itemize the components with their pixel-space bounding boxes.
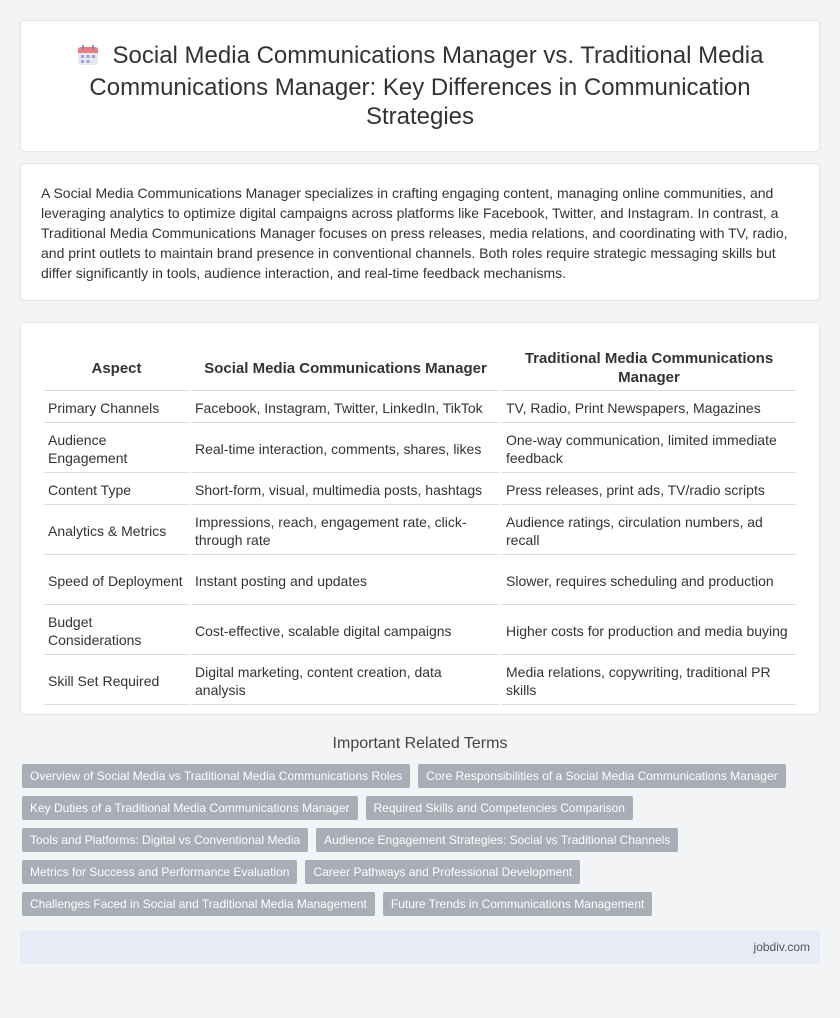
related-term-tag[interactable]: Core Responsibilities of a Social Media Communications Manager: [418, 764, 786, 788]
table-row: [44, 507, 796, 555]
related-term-tag[interactable]: Key Duties of a Traditional Media Communications Manager: [22, 796, 358, 820]
page-title: [61, 41, 779, 131]
related-term-tag[interactable]: Audience Engagement Strategies: Social vs Traditional Channels: [316, 828, 678, 852]
table-cell: Real-time interaction, comments, shares, likes: [191, 425, 500, 473]
calendar-icon: [77, 44, 99, 73]
related-term-tag[interactable]: Challenges Faced in Social and Traditional Media Management: [22, 892, 375, 916]
footer: [20, 930, 820, 964]
table-cell: Skill Set Required: [44, 657, 189, 705]
page-title-text: Social Media Communications Manager vs. Traditional Media Communications Manager: Key Differences in Communication Strategies: [89, 42, 764, 130]
table-cell: Facebook, Instagram, Twitter, LinkedIn, TikTok: [191, 393, 500, 423]
table-cell: One-way communication, limited immediate feedback: [502, 425, 796, 473]
related-term-tag[interactable]: Overview of Social Media vs Traditional Media Communications Roles: [22, 764, 410, 788]
table-header: Traditional Media Communications Manager: [502, 345, 796, 391]
table-cell: Digital marketing, content creation, data analysis: [191, 657, 500, 705]
table-cell: Instant posting and updates: [191, 557, 500, 605]
intro-card: [20, 163, 820, 301]
related-term-tag[interactable]: Future Trends in Communications Management: [383, 892, 652, 916]
table-cell: Press releases, print ads, TV/radio scripts: [502, 475, 796, 505]
related-terms-title: Important Related Terms: [332, 735, 508, 752]
table-row: [44, 607, 796, 655]
table-row: [44, 657, 796, 705]
table-header: Social Media Communications Manager: [191, 345, 500, 391]
table-cell: Analytics & Metrics: [44, 507, 189, 555]
table-cell: Slower, requires scheduling and production: [502, 557, 796, 605]
table-header: Aspect: [44, 345, 189, 391]
table-cell: Short-form, visual, multimedia posts, hashtags: [191, 475, 500, 505]
related-term-tag[interactable]: Metrics for Success and Performance Evaluation: [22, 860, 297, 884]
table-cell: Speed of Deployment: [44, 557, 189, 605]
title-card: [20, 20, 820, 152]
comparison-card: [20, 322, 820, 715]
table-row: [44, 425, 796, 473]
related-term-tag[interactable]: Required Skills and Competencies Comparison: [366, 796, 633, 820]
table-row: [44, 557, 796, 605]
table-cell: Budget Considerations: [44, 607, 189, 655]
table-cell: Cost-effective, scalable digital campaigns: [191, 607, 500, 655]
footer-site-link[interactable]: jobdiv.com: [753, 940, 810, 954]
table-row: [44, 475, 796, 505]
table-header-row: [44, 345, 796, 391]
table-cell: TV, Radio, Print Newspapers, Magazines: [502, 393, 796, 423]
related-terms-list: [20, 764, 820, 924]
comparison-table: [42, 343, 798, 707]
table-cell: Audience ratings, circulation numbers, ad recall: [502, 507, 796, 555]
table-cell: Content Type: [44, 475, 189, 505]
related-term-tag[interactable]: Career Pathways and Professional Development: [305, 860, 580, 884]
table-cell: Audience Engagement: [44, 425, 189, 473]
table-cell: Impressions, reach, engagement rate, click-through rate: [191, 507, 500, 555]
table-cell: Primary Channels: [44, 393, 189, 423]
table-row: [44, 393, 796, 423]
table-cell: Higher costs for production and media buying: [502, 607, 796, 655]
table-cell: Media relations, copywriting, traditional PR skills: [502, 657, 796, 705]
related-term-tag[interactable]: Tools and Platforms: Digital vs Conventional Media: [22, 828, 308, 852]
intro-paragraph: A Social Media Communications Manager specializes in crafting engaging content, managing online communities, and leveraging analytics to optimize digital campaigns across platforms like Facebook, Twitter, and Instagram. In contrast, a Traditional Media Communications Manager focuses on press releases, media relations, and coordinating with TV, radio, and print outlets to maintain brand presence in conventional channels. Both roles require strategic messaging skills but differ significantly in tools, audience interaction, and real-time feedback mechanisms.: [41, 185, 788, 281]
